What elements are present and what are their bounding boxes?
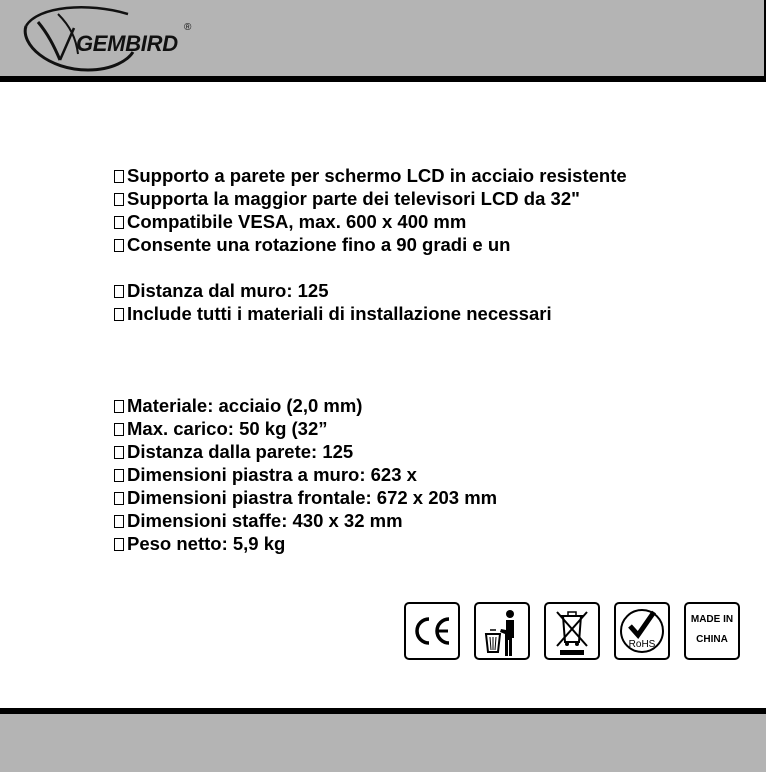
bullet-box-icon: [114, 285, 124, 298]
registered-mark: ®: [184, 22, 192, 33]
bullet-box-icon: [114, 170, 124, 183]
bullet-box-icon: [114, 239, 124, 252]
header-bar: [0, 0, 766, 82]
bullet-box-icon: [114, 469, 124, 482]
spec-item: Dimensioni staffe: 430 x 32 mm: [114, 509, 754, 532]
bullet-box-icon: [114, 492, 124, 505]
spec-item: Dimensioni piastra a muro: 623 x: [114, 463, 754, 486]
crossed-bin-weee-icon: [544, 602, 600, 660]
rohs-label: RoHS: [628, 639, 656, 650]
product-description: [114, 164, 754, 555]
rohs-check-icon: [614, 602, 670, 660]
bullet-box-icon: [114, 423, 124, 436]
feature-item: Include tutti i materiali di installazione necessari: [114, 302, 754, 325]
spec-item: Max. carico: 50 kg (32”: [114, 417, 754, 440]
made-in-china-icon: [684, 602, 740, 660]
bullet-box-icon: [114, 193, 124, 206]
feature-item: Supporta la maggior parte dei televisori LCD da 32": [114, 187, 754, 210]
ce-mark-icon: [404, 602, 460, 660]
feature-item: Consente una rotazione fino a 90 gradi e un: [114, 233, 754, 256]
spec-item: Materiale: acciaio (2,0 mm): [114, 394, 754, 417]
bullet-box-icon: [114, 400, 124, 413]
spec-item: Dimensioni piastra frontale: 672 x 203 mm: [114, 486, 754, 509]
brand-name: GEMBIRD: [76, 31, 178, 56]
gembird-logo: [18, 4, 218, 74]
bullet-box-icon: [114, 308, 124, 321]
bullet-box-icon: [114, 446, 124, 459]
spec-item: Peso netto: 5,9 kg: [114, 532, 754, 555]
feature-item: Distanza dal muro: 125: [114, 279, 754, 302]
feature-item: Supporto a parete per schermo LCD in acciaio resistente: [114, 164, 754, 187]
trash-bin-person-icon: [474, 602, 530, 660]
feature-item: Compatibile VESA, max. 600 x 400 mm: [114, 210, 754, 233]
china-label: CHINA: [696, 634, 728, 645]
bullet-box-icon: [114, 538, 124, 551]
made-in-label: MADE IN: [690, 614, 734, 625]
bullet-box-icon: [114, 216, 124, 229]
spec-item: Distanza dalla parete: 125: [114, 440, 754, 463]
footer-bar: [0, 708, 766, 772]
bullet-box-icon: [114, 515, 124, 528]
